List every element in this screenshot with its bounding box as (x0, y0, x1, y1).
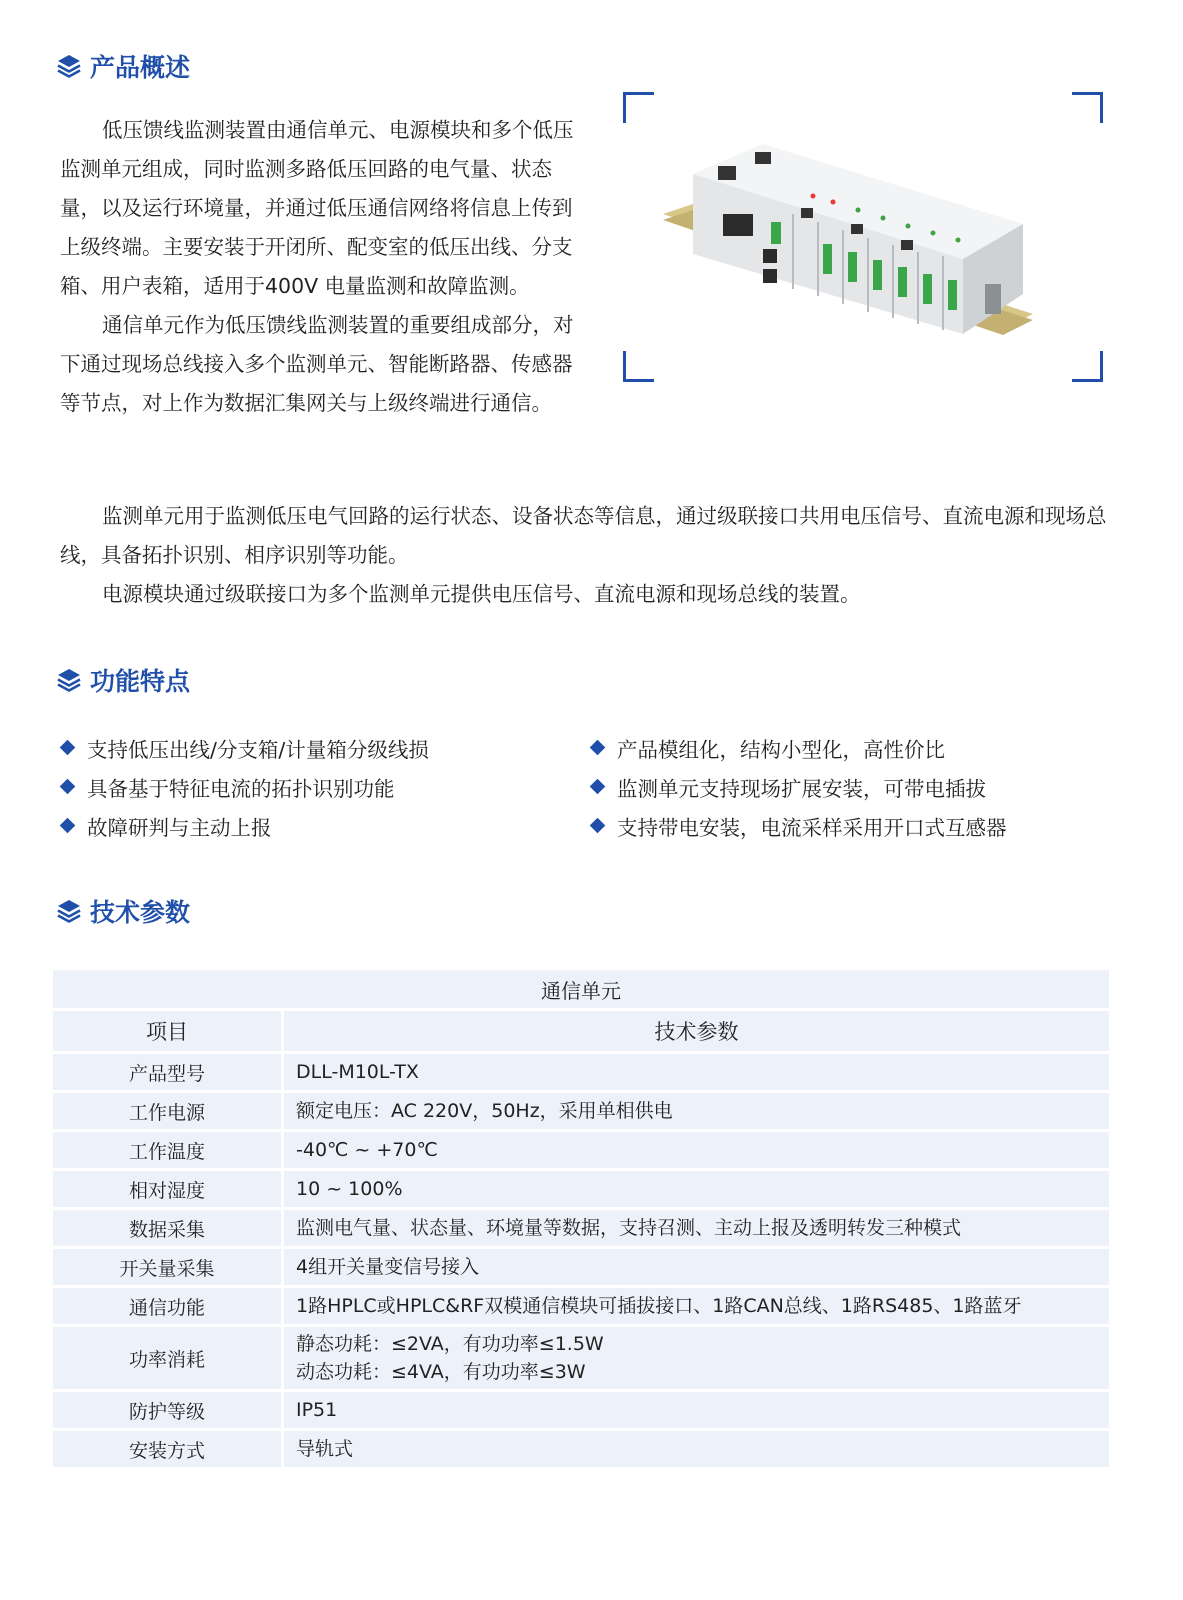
feature-item (58, 728, 429, 767)
layers-icon (56, 898, 82, 924)
feature-item (588, 728, 1007, 767)
section-title: 技术参数 (90, 898, 191, 927)
spec-item-cell: 工作温度 (53, 1132, 284, 1168)
spec-row (53, 1288, 1109, 1324)
spec-value-cell (284, 1327, 1109, 1389)
spec-value-cell (284, 1392, 1109, 1428)
feature-item (588, 767, 1007, 806)
spec-value-line: 静态功耗：≤2VA，有功功率≤1.5W (296, 1333, 604, 1355)
feature-column-right (588, 728, 1007, 845)
spec-row (53, 1132, 1109, 1168)
product-photo-frame (623, 92, 1103, 382)
spec-value-cell (284, 1431, 1109, 1467)
feature-item (58, 767, 429, 806)
spec-item-cell: 通信功能 (53, 1288, 284, 1324)
frame-corner (623, 92, 654, 123)
spec-item-cell: 数据采集 (53, 1210, 284, 1246)
spec-value-line: 4组开关量变信号接入 (296, 1256, 480, 1278)
section-heading-features (56, 662, 190, 698)
spec-row (53, 1327, 1109, 1389)
section-heading-overview (56, 48, 190, 84)
spec-row (53, 1431, 1109, 1467)
feature-item (588, 806, 1007, 845)
spec-row (53, 1171, 1109, 1207)
spec-value-line: 额定电压：AC 220V，50Hz，采用单相供电 (296, 1100, 673, 1122)
spec-table (53, 967, 1109, 1470)
diamond-bullet-icon (590, 818, 606, 834)
overview-paragraph-1: 低压馈线监测装置由通信单元、电源模块和多个低压监测单元组成，同时监测多路低压回路的电气量、状态量，以及运行环境量，并通过低压通信网络将信息上传到上级终端。主要安装于开闭所、配变室的低压出线、分支箱、用户表箱，适用于400V 电量监测和故障监测。 (60, 118, 574, 298)
spec-item-cell: 功率消耗 (53, 1327, 284, 1389)
diamond-bullet-icon (590, 740, 606, 756)
spec-item-cell: 防护等级 (53, 1392, 284, 1428)
spec-value-line: 导轨式 (296, 1438, 354, 1460)
overview-paragraph-4: 电源模块通过级联接口为多个监测单元提供电压信号、直流电源和现场总线的装置。 (102, 582, 861, 606)
diamond-bullet-icon (590, 779, 606, 795)
feature-text: 具备基于特征电流的拓扑识别功能 (87, 776, 395, 801)
section-title: 功能特点 (90, 667, 191, 696)
spec-table-caption: 通信单元 (53, 970, 1109, 1008)
spec-item-cell: 产品型号 (53, 1054, 284, 1090)
spec-value-line: 监测电气量、状态量、环境量等数据，支持召测、主动上报及透明转发三种模式 (296, 1217, 962, 1239)
spec-header-item: 项目 (53, 1011, 284, 1051)
spec-value-cell (284, 1171, 1109, 1207)
feature-column-left (58, 728, 429, 845)
spec-value-cell (284, 1249, 1109, 1285)
overview-paragraph-3-block (60, 497, 1130, 575)
spec-value-line: 10 ~ 100% (296, 1178, 403, 1200)
spec-value-cell (284, 1054, 1109, 1090)
spec-value-cell (284, 1288, 1109, 1324)
spec-row (53, 1392, 1109, 1428)
frame-corner (623, 351, 654, 382)
spec-item-cell: 工作电源 (53, 1093, 284, 1129)
spec-row (53, 1249, 1109, 1285)
spec-header-value: 技术参数 (284, 1011, 1109, 1051)
diamond-bullet-icon (60, 740, 76, 756)
spec-value-line: DLL-M10L-TX (296, 1061, 419, 1083)
spec-row (53, 1093, 1109, 1129)
feature-text: 产品模组化，结构小型化，高性价比 (617, 737, 945, 762)
frame-corner (1072, 92, 1103, 123)
product-device-illustration (663, 134, 1033, 344)
spec-item-cell: 安装方式 (53, 1431, 284, 1467)
spec-value-line: 动态功耗：≤4VA，有功功率≤3W (296, 1361, 586, 1383)
feature-text: 支持低压出线/分支箱/计量箱分级线损 (87, 737, 429, 762)
feature-text: 故障研判与主动上报 (87, 815, 272, 840)
diamond-bullet-icon (60, 779, 76, 795)
feature-text: 支持带电安装，电流采样采用开口式互感器 (617, 815, 1007, 840)
overview-paragraph-3: 监测单元用于监测低压电气回路的运行状态、设备状态等信息，通过级联接口共用电压信号、直流电源和现场总线，具备拓扑识别、相序识别等功能。 (60, 504, 1107, 567)
spec-item-cell: 开关量采集 (53, 1249, 284, 1285)
spec-value-line: IP51 (296, 1399, 338, 1421)
overview-text-block (60, 111, 580, 423)
overview-paragraph-2: 通信单元作为低压馈线监测装置的重要组成部分，对下通过现场总线接入多个监测单元、智能断路器、传感器等节点，对上作为数据汇集网关与上级终端进行通信。 (60, 313, 574, 415)
layers-icon (56, 53, 82, 79)
spec-value-line: -40℃ ~ +70℃ (296, 1139, 438, 1161)
spec-row (53, 1054, 1109, 1090)
feature-item (58, 806, 429, 845)
section-title: 产品概述 (90, 53, 191, 82)
diamond-bullet-icon (60, 818, 76, 834)
spec-value-cell (284, 1210, 1109, 1246)
spec-item-cell: 相对湿度 (53, 1171, 284, 1207)
spec-row (53, 1210, 1109, 1246)
overview-paragraph-4-block (60, 575, 1130, 614)
layers-icon (56, 667, 82, 693)
spec-value-cell (284, 1132, 1109, 1168)
section-heading-specs (56, 893, 190, 929)
spec-value-cell (284, 1093, 1109, 1129)
spec-value-line: 1路HPLC或HPLC&RF双模通信模块可插拔接口、1路CAN总线、1路RS485、1路蓝牙 (296, 1295, 1022, 1317)
frame-corner (1072, 351, 1103, 382)
feature-text: 监测单元支持现场扩展安装，可带电插拔 (617, 776, 986, 801)
